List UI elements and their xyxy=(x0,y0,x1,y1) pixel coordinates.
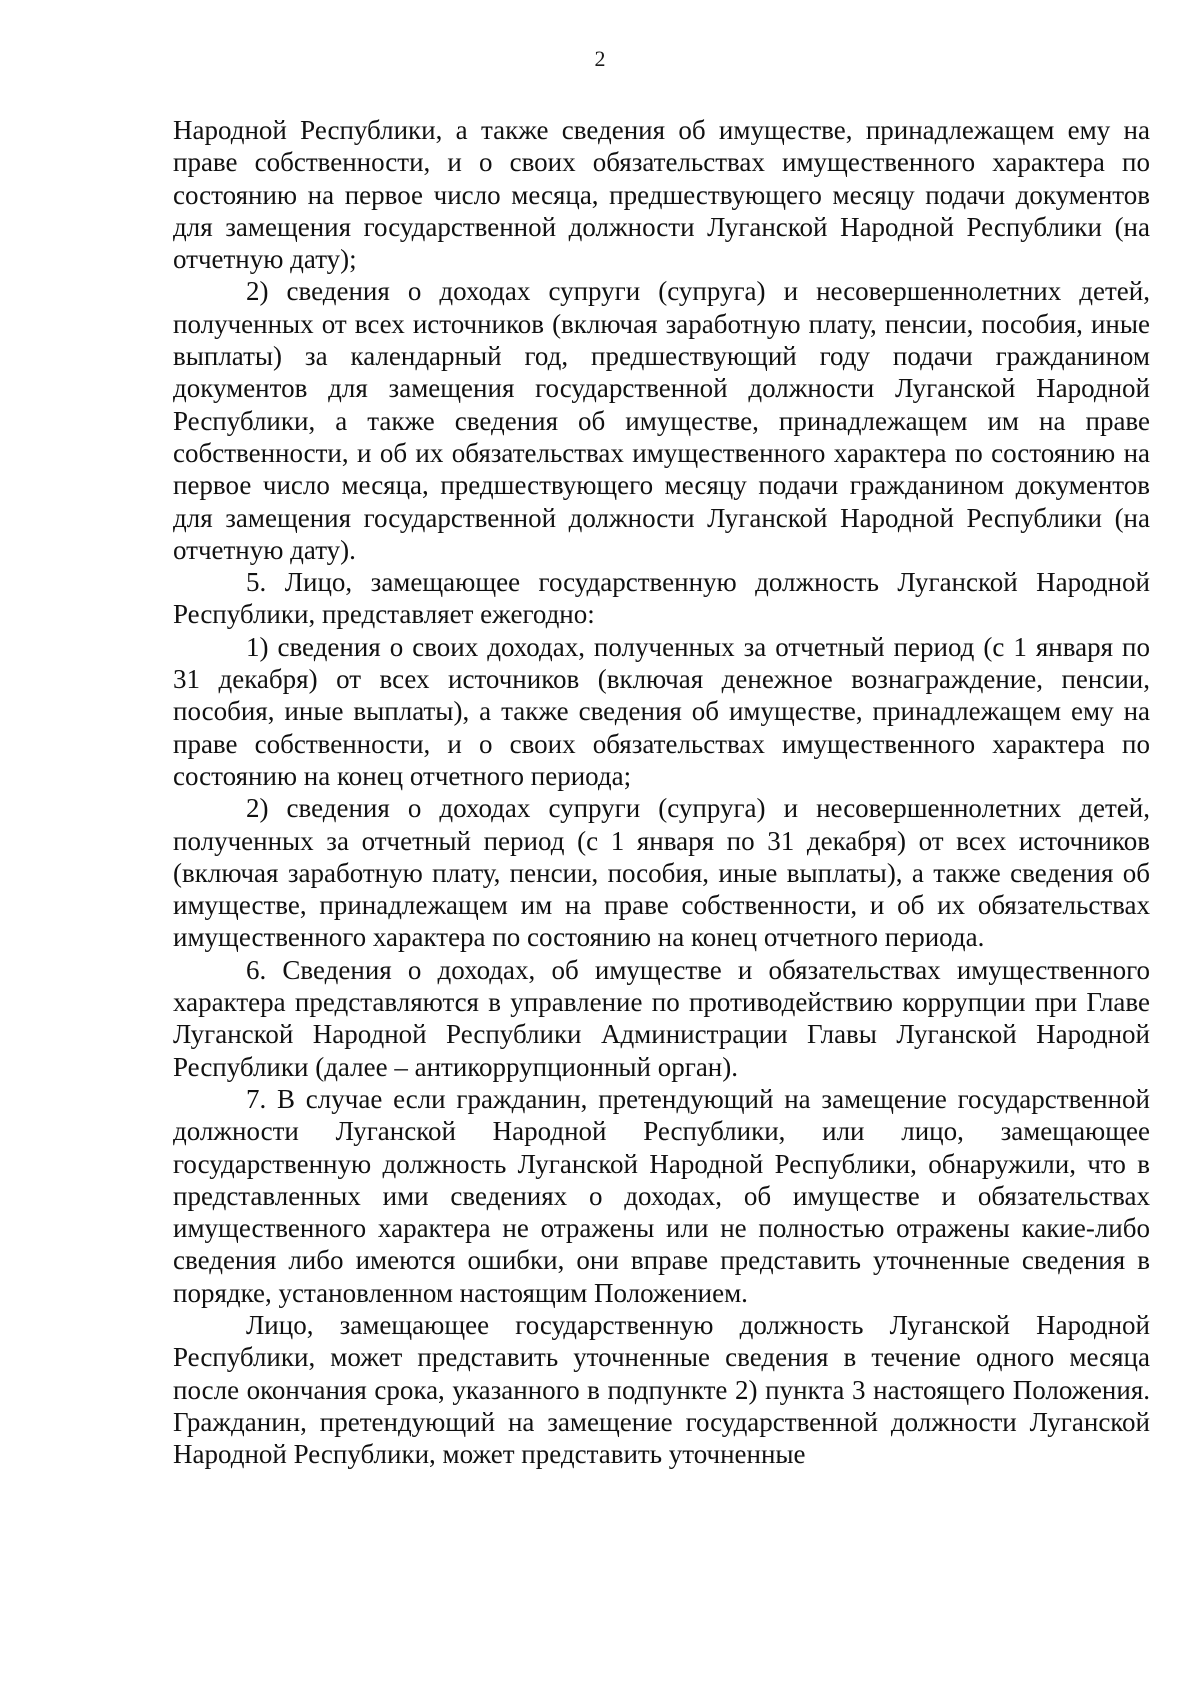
paragraph-subitem-2-spouse-income: 2) сведения о доходах супруги (супруга) и несовершеннолетних детей, полученных от всех источников (включая заработную плату, пенсии, пособия, иные выплаты) за календарный год, предшествующий году подачи гражданином документов для замещения государственной должности Луганской Народной Республики, а также сведения об имуществе, принадлежащем им на праве собственности, и об их обязательствах имущественного характера по состоянию на первое число месяца, предшествующего месяцу подачи гражданином документов для замещения государственной должности Луганской Народной Республики (на отчетную дату). xyxy=(173,276,1150,565)
paragraph-item-6: 6. Сведения о доходах, об имуществе и обязательствах имущественного характера представляются в управление по противодействию коррупции при Главе Луганской Народной Республики Администрации Главы Луганской Народной Республики (далее – антикоррупционный орган). xyxy=(173,954,1150,1082)
paragraph-item-5-subitem-2: 2) сведения о доходах супруги (супруга) и несовершеннолетних детей, полученных за отчетный период (с 1 января по 31 декабря) от всех источников (включая заработную плату, пенсии, пособия, иные выплаты), а также сведения об имуществе, принадлежащем им на праве собственности, и об их обязательствах имущественного характера по состоянию на конец отчетного периода. xyxy=(173,793,1150,953)
document-body xyxy=(173,114,1150,1470)
paragraph-item-5-subitem-1: 1) сведения о своих доходах, полученных за отчетный период (с 1 января по 31 декабря) от всех источников (включая денежное вознаграждение, пенсии, пособия, иные выплаты), а также сведения об имуществе, принадлежащем ему на праве собственности, и о своих обязательствах имущественного характера по состоянию на конец отчетного периода; xyxy=(173,631,1150,791)
paragraph-item-7-continuation: Лицо, замещающее государственную должность Луганской Народной Республики, может представить уточненные сведения в течение одного месяца после окончания срока, указанного в подпункте 2) пункта 3 настоящего Положения. Гражданин, претендующий на замещение государственной должности Луганской Народной Республики, может представить уточненные xyxy=(173,1309,1150,1470)
page-number: 2 xyxy=(594,46,606,71)
paragraph-continuation: Народной Республики, а также сведения об имуществе, принадлежащем ему на праве собственности, и о своих обязательствах имущественного характера по состоянию на первое число месяца, предшествующего месяцу подачи документов для замещения государственной должности Луганской Народной Республики (на отчетную дату); xyxy=(173,115,1150,275)
paragraph-item-7: 7. В случае если гражданин, претендующий на замещение государственной должности Луганской Народной Республики, или лицо, замещающее государственную должность Луганской Народной Республики, обнаружили, что в представленных ими сведениях о доходах, об имуществе и обязательствах имущественного характера не отражены или не полностью отражены какие-либо сведения либо имеются ошибки, они вправе представить уточненные сведения в порядке, установленном настоящим Положением. xyxy=(173,1083,1150,1308)
paragraph-item-5: 5. Лицо, замещающее государственную должность Луганской Народной Республики, представляет ежегодно: xyxy=(173,567,1150,630)
